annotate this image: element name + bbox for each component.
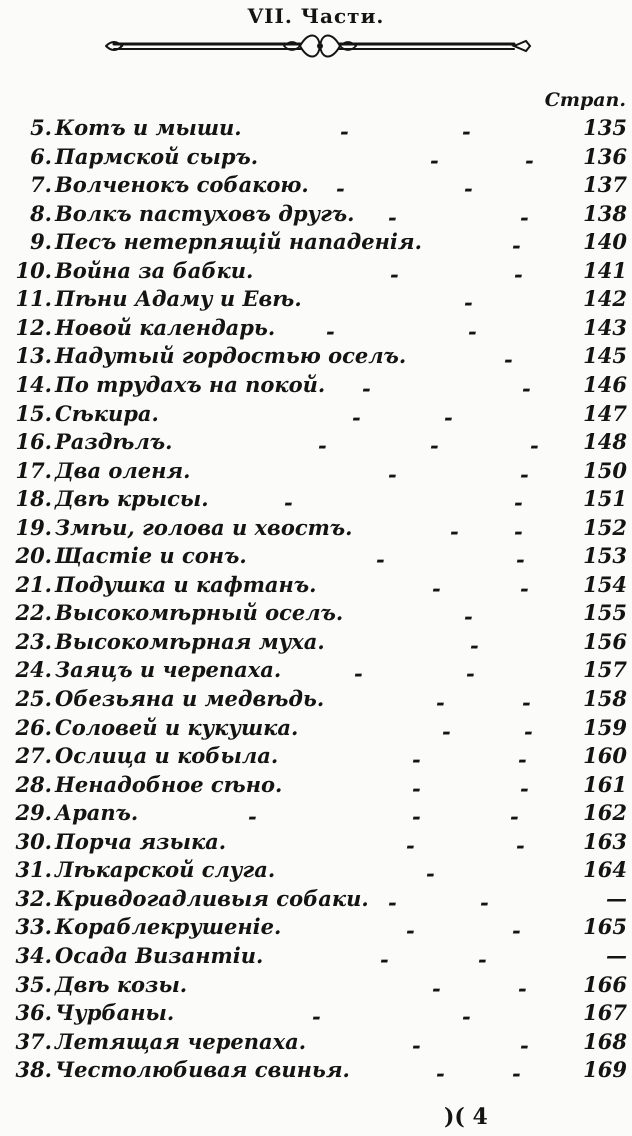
entry-title: Честолюбивая свинья. <box>55 1057 350 1083</box>
toc-entry <box>0 285 632 316</box>
entry-number: 37. <box>15 1028 52 1054</box>
leader-dot: - <box>406 918 415 944</box>
entry-page-number: 161 <box>583 771 627 797</box>
leader-dot: - <box>520 461 529 487</box>
entry-number: 19. <box>15 514 52 540</box>
entry-page-number: 137 <box>583 172 627 198</box>
entry-number: 5. <box>30 115 52 140</box>
entry-page-number: 156 <box>583 628 627 654</box>
signature-mark: )( 4 <box>444 1104 488 1130</box>
entry-title: Порча языка. <box>55 828 227 854</box>
entry-number: 13. <box>15 343 52 369</box>
entry-number: 21. <box>15 571 52 597</box>
entry-number: 17. <box>15 457 52 483</box>
leader-dot: - <box>380 946 389 972</box>
leader-dot: - <box>520 1032 529 1058</box>
leader-dot: - <box>514 261 523 287</box>
leader-dot: - <box>464 290 473 316</box>
leader-dot: - <box>388 204 397 230</box>
leader-dot: - <box>514 490 523 516</box>
entry-title: Двѣ крысы. <box>55 486 209 512</box>
entry-page-number: 147 <box>583 400 627 426</box>
page-column-label: Страп. <box>544 89 626 111</box>
leader-dot: - <box>340 119 349 144</box>
entry-title: Ненадобное сѣно. <box>55 771 283 797</box>
entry-title: Лѣкарской слуга. <box>55 857 276 883</box>
leader-dot: - <box>412 747 421 773</box>
entry-page-number: 140 <box>583 229 627 255</box>
entry-title: Ослица и кобыла. <box>55 743 279 769</box>
leader-dot: - <box>388 461 397 487</box>
entry-page-number: 145 <box>583 343 627 369</box>
entry-title: Волкъ пастуховъ другъ. <box>55 200 355 226</box>
entry-page-number: 164 <box>583 857 627 883</box>
toc-entry <box>0 656 632 687</box>
entry-page-number: 136 <box>583 143 627 169</box>
leader-dot: - <box>436 690 445 715</box>
entry-title: Волченокъ собакою. <box>55 172 309 198</box>
leader-dot: - <box>426 861 435 887</box>
leader-dot: - <box>432 975 441 1001</box>
entry-title: Высокомѣрная муха. <box>55 628 325 654</box>
entry-page-number: 142 <box>583 286 627 312</box>
leader-dot: - <box>284 490 293 516</box>
entry-number: 14. <box>15 371 52 397</box>
entry-page-number: 143 <box>583 314 627 340</box>
toc-entry <box>0 485 632 516</box>
entry-title: Пѣни Адаму и Евѣ. <box>55 286 302 312</box>
entry-page-number: 151 <box>583 486 627 512</box>
leader-dot: - <box>512 1061 521 1087</box>
entry-number: 22. <box>15 600 52 626</box>
entry-number: 10. <box>15 257 52 283</box>
entry-page-number: 135 <box>583 115 627 140</box>
leader-dot: - <box>524 718 533 744</box>
toc-entry <box>0 942 632 972</box>
entry-number: 38. <box>15 1057 52 1083</box>
leader-dot: - <box>406 832 415 858</box>
leader-dot: - <box>432 575 441 601</box>
leader-dot: - <box>450 518 459 544</box>
leader-dot: - <box>510 804 519 830</box>
entry-number: 15. <box>15 400 52 426</box>
entry-number: 23. <box>15 628 52 654</box>
toc-entry <box>0 314 632 344</box>
leader-dot: - <box>462 119 471 144</box>
entry-page-number: 157 <box>583 657 627 683</box>
leader-dot: - <box>312 1004 321 1030</box>
entry-page-number: 168 <box>583 1028 627 1054</box>
leader-dot: - <box>464 176 473 202</box>
ornamental-divider <box>104 30 536 62</box>
entry-number: 32. <box>15 885 52 911</box>
toc-entry <box>0 771 632 801</box>
toc-entry <box>0 742 632 773</box>
leader-dot: - <box>512 233 521 259</box>
entry-page-number: 146 <box>583 371 627 397</box>
leader-dot: - <box>522 690 531 715</box>
entry-page-number: 165 <box>583 914 627 940</box>
toc-entry <box>0 143 632 173</box>
leader-dot: - <box>466 661 475 687</box>
leader-dot: - <box>430 433 439 459</box>
entry-number: 25. <box>15 686 52 711</box>
leader-dot: - <box>530 433 539 459</box>
toc-entry <box>0 856 632 887</box>
toc-entry <box>0 514 632 544</box>
entry-number: 11. <box>15 286 52 312</box>
toc-entry <box>0 799 632 830</box>
leader-dot: - <box>520 775 529 801</box>
leader-dot: - <box>412 1032 421 1058</box>
entry-number: 27. <box>15 743 52 769</box>
entry-title: Надутый гордостью оселъ. <box>55 343 407 369</box>
toc-entry <box>0 599 632 630</box>
entry-page-number: 148 <box>583 429 627 455</box>
leader-dot: - <box>518 975 527 1001</box>
entry-page-number: — <box>606 885 627 911</box>
entry-title: Обезьяна и медвѣдь. <box>55 686 325 711</box>
leader-dot: - <box>462 1004 471 1030</box>
entry-number: 36. <box>15 1000 52 1026</box>
entry-title: По трудахъ на покой. <box>55 371 326 397</box>
toc-entry <box>0 171 632 202</box>
leader-dot: - <box>352 404 361 430</box>
entry-title: Осада Византiи. <box>55 942 264 968</box>
leader-dot: - <box>412 775 421 801</box>
leader-dot: - <box>442 718 451 744</box>
toc-entry <box>0 828 632 858</box>
toc-entry <box>0 628 632 658</box>
toc-entry <box>0 542 632 573</box>
entry-page-number: 166 <box>583 971 627 997</box>
leader-dot: - <box>388 889 397 915</box>
entry-page-number: 153 <box>583 543 627 569</box>
leader-dot: - <box>248 804 257 830</box>
entry-title: Щастiе и сонъ. <box>55 543 247 569</box>
toc-entry <box>0 457 632 487</box>
entry-title: Высокомѣрный оселъ. <box>55 600 344 626</box>
leader-dot: - <box>444 404 453 430</box>
toc-entry <box>0 257 632 287</box>
entry-title: Пармской сыръ. <box>55 143 259 169</box>
leader-dot: - <box>436 1061 445 1087</box>
entry-title: Чурбаны. <box>55 1000 175 1026</box>
entry-title: Двѣ козы. <box>55 971 188 997</box>
entry-title: Раздѣлъ. <box>55 429 173 455</box>
entry-page-number: — <box>606 942 627 968</box>
leader-dot: - <box>520 575 529 601</box>
toc-entry <box>0 685 632 715</box>
leader-dot: - <box>362 375 371 401</box>
entry-number: 31. <box>15 857 52 883</box>
toc-entry <box>0 999 632 1030</box>
leader-dot: - <box>516 832 525 858</box>
entry-page-number: 150 <box>583 457 627 483</box>
entry-number: 29. <box>15 800 52 826</box>
toc-entry <box>0 428 632 459</box>
entry-page-number: 158 <box>583 686 627 711</box>
entry-number: 9. <box>30 229 52 255</box>
toc-entry <box>0 913 632 944</box>
toc-entry <box>0 571 632 601</box>
entry-number: 7. <box>30 172 52 198</box>
entry-title: Летящая черепаха. <box>55 1028 307 1054</box>
entry-number: 33. <box>15 914 52 940</box>
entry-page-number: 152 <box>583 514 627 540</box>
entry-page-number: 162 <box>583 800 627 826</box>
entry-number: 16. <box>15 429 52 455</box>
toc-entry <box>0 114 632 144</box>
leader-dot: - <box>464 604 473 630</box>
toc-entry <box>0 971 632 1001</box>
running-header: VII. Части. <box>247 4 385 28</box>
leader-dot: - <box>336 176 345 202</box>
entry-title: Сѣкира. <box>55 400 159 426</box>
leader-dot: - <box>390 261 399 287</box>
leader-dot: - <box>354 661 363 687</box>
leader-dot: - <box>470 632 479 658</box>
entry-page-number: 167 <box>583 1000 627 1026</box>
entry-title: Новой календарь. <box>55 314 276 340</box>
entry-page-number: 163 <box>583 828 627 854</box>
leader-dot: - <box>516 547 525 573</box>
entry-title: Песъ нетерпящiй нападенiя. <box>55 229 422 255</box>
toc-entry <box>0 400 632 430</box>
entry-page-number: 141 <box>583 257 627 283</box>
entry-number: 24. <box>15 657 52 683</box>
entry-page-number: 138 <box>583 200 627 226</box>
entry-title: Заяцъ и черепаха. <box>55 657 282 683</box>
toc-entry <box>0 1056 632 1087</box>
leader-dot: - <box>412 804 421 830</box>
entry-title: Змѣи, голова и хвостъ. <box>55 514 353 540</box>
toc-entry <box>0 885 632 915</box>
entry-title: Война за бабки. <box>55 257 254 283</box>
toc-entry <box>0 342 632 373</box>
toc-entry <box>0 228 632 259</box>
entry-page-number: 169 <box>583 1057 627 1083</box>
entry-number: 8. <box>30 200 52 226</box>
entry-number: 30. <box>15 828 52 854</box>
leader-dot: - <box>468 318 477 344</box>
entry-title: Подушка и кафтанъ. <box>55 571 317 597</box>
toc-entry <box>0 200 632 230</box>
entry-title: Котъ и мыши. <box>55 115 242 140</box>
entry-number: 18. <box>15 486 52 512</box>
leader-dot: - <box>525 147 534 173</box>
entry-title: Кривдогадливыя собаки. <box>55 885 369 911</box>
leader-dot: - <box>522 375 531 401</box>
leader-dot: - <box>478 946 487 972</box>
entry-page-number: 154 <box>583 571 627 597</box>
toc-entry <box>0 1028 632 1058</box>
entry-title: Арапъ. <box>55 800 139 826</box>
leader-dot: - <box>518 747 527 773</box>
entry-page-number: 155 <box>583 600 627 626</box>
leader-dot: - <box>480 889 489 915</box>
leader-dot: - <box>514 518 523 544</box>
entry-title: Кораблекрушенiе. <box>55 914 282 940</box>
leader-dot: - <box>326 318 335 344</box>
entry-page-number: 160 <box>583 743 627 769</box>
entry-number: 35. <box>15 971 52 997</box>
leader-dot: - <box>512 918 521 944</box>
leader-dot: - <box>318 433 327 459</box>
entry-number: 26. <box>15 714 52 740</box>
leader-dot: - <box>520 204 529 230</box>
leader-dot: - <box>504 347 513 373</box>
entry-number: 12. <box>15 314 52 340</box>
entry-title: Соловей и кукушка. <box>55 714 299 740</box>
leader-dot: - <box>376 547 385 573</box>
toc-entry <box>0 371 632 401</box>
entry-number: 28. <box>15 771 52 797</box>
toc-entry <box>0 714 632 744</box>
entry-number: 34. <box>15 942 52 968</box>
leader-dot: - <box>430 147 439 173</box>
entry-title: Два оленя. <box>55 457 191 483</box>
entry-number: 6. <box>30 143 52 169</box>
entry-number: 20. <box>15 543 52 569</box>
entry-page-number: 159 <box>583 714 627 740</box>
